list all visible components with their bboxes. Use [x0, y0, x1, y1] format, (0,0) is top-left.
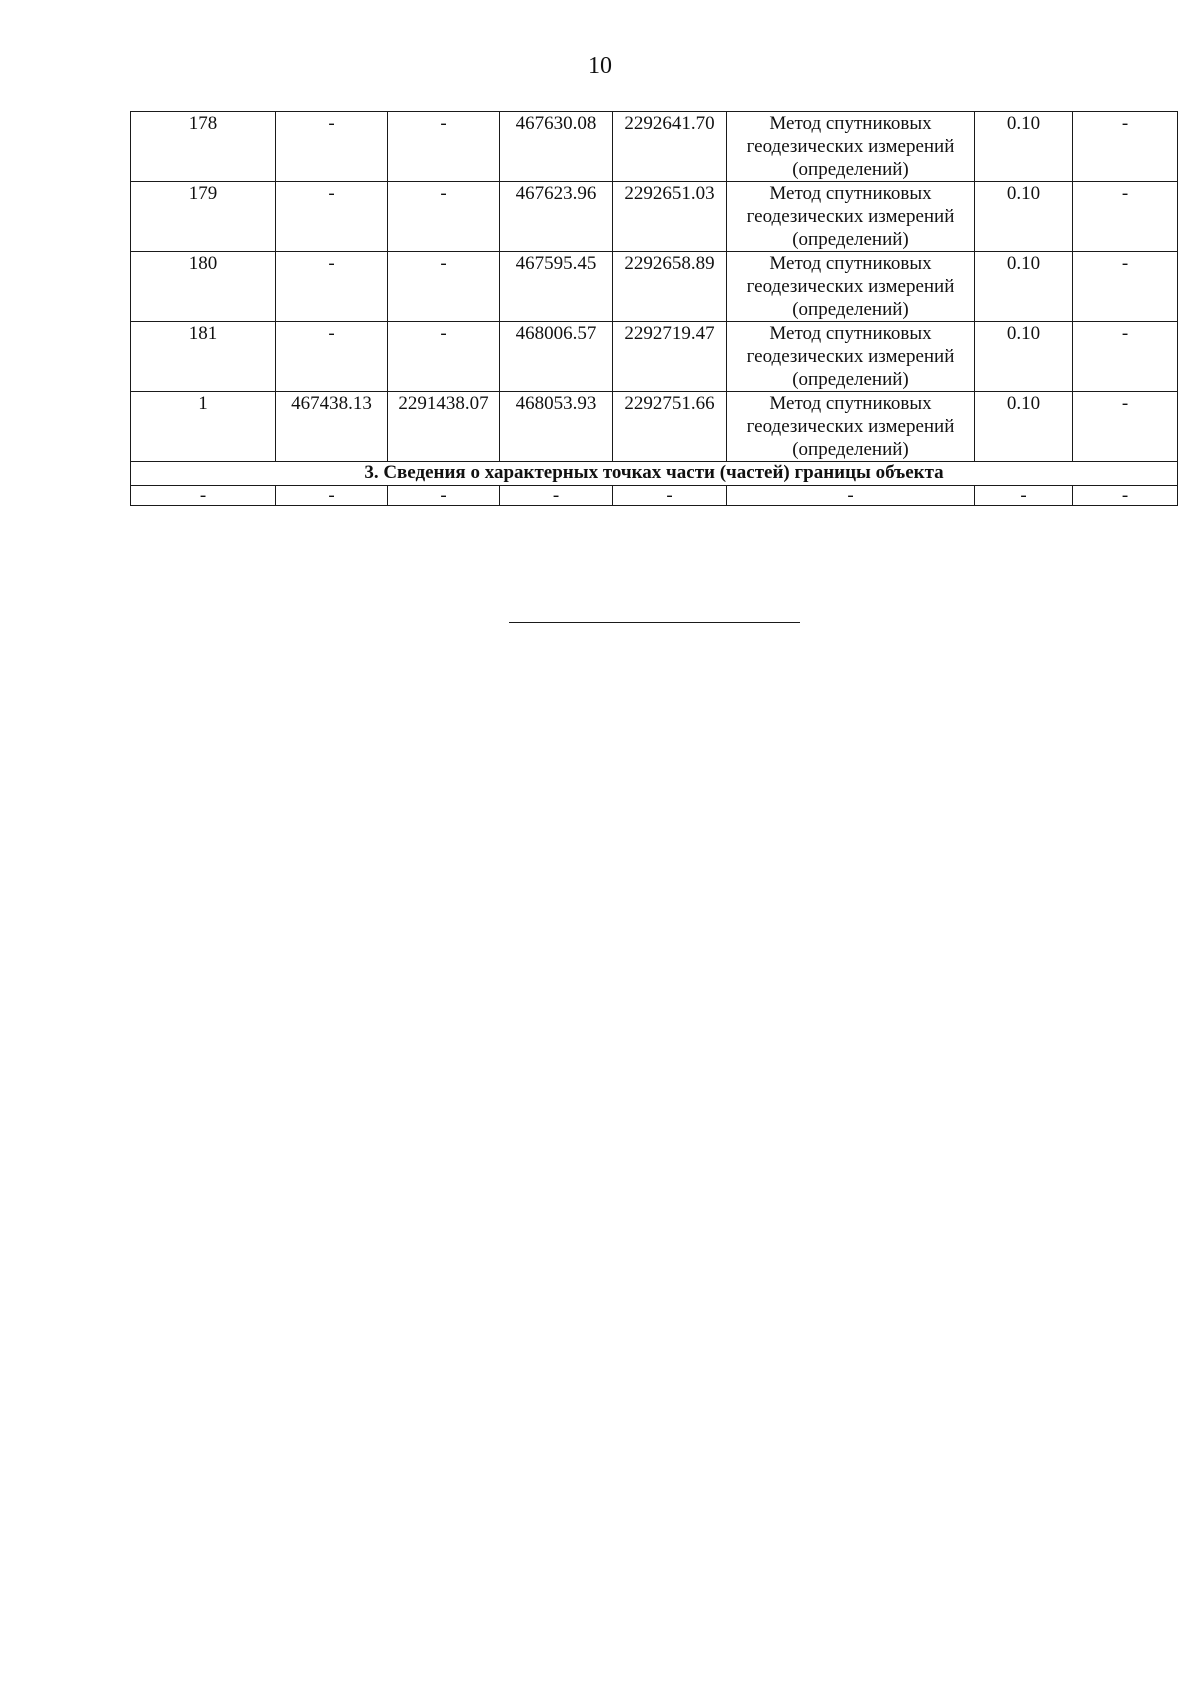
y-existing-cell: -: [388, 252, 500, 322]
y-existing-cell: -: [388, 112, 500, 182]
x-new-cell: 468006.57: [500, 322, 613, 392]
y-new-cell: 2292641.70: [613, 112, 727, 182]
accuracy-cell: 0.10: [975, 392, 1073, 462]
y-new-cell: 2292658.89: [613, 252, 727, 322]
section-title: 3. Сведения о характерных точках части (частей) границы объекта: [131, 462, 1178, 486]
table-row: [131, 252, 1178, 322]
x-new-cell: 468053.93: [500, 392, 613, 462]
method-cell: Метод спутниковых геодезических измерений (определений): [727, 322, 975, 392]
table-row: [131, 322, 1178, 392]
method-cell: Метод спутниковых геодезических измерений (определений): [727, 182, 975, 252]
y-existing-cell: 2291438.07: [388, 392, 500, 462]
empty-cell: -: [388, 486, 500, 506]
x-new-cell: 467595.45: [500, 252, 613, 322]
empty-cell: -: [276, 486, 388, 506]
empty-cell: -: [500, 486, 613, 506]
empty-cell: -: [613, 486, 727, 506]
accuracy-cell: 0.10: [975, 322, 1073, 392]
y-new-cell: 2292751.66: [613, 392, 727, 462]
table-row: [131, 112, 1178, 182]
point-number-cell: 179: [131, 182, 276, 252]
description-cell: -: [1073, 252, 1178, 322]
accuracy-cell: 0.10: [975, 252, 1073, 322]
y-existing-cell: -: [388, 322, 500, 392]
empty-cell: -: [1073, 486, 1178, 506]
description-cell: -: [1073, 112, 1178, 182]
description-cell: -: [1073, 322, 1178, 392]
point-number-cell: 180: [131, 252, 276, 322]
table-body: [131, 112, 1178, 506]
description-cell: -: [1073, 392, 1178, 462]
accuracy-cell: 0.10: [975, 112, 1073, 182]
x-existing-cell: -: [276, 182, 388, 252]
y-new-cell: 2292651.03: [613, 182, 727, 252]
x-existing-cell: -: [276, 252, 388, 322]
method-cell: Метод спутниковых геодезических измерений (определений): [727, 112, 975, 182]
point-number-cell: 181: [131, 322, 276, 392]
x-existing-cell: -: [276, 322, 388, 392]
y-new-cell: 2292719.47: [613, 322, 727, 392]
end-of-document-rule: [509, 622, 800, 623]
boundary-points-table: [130, 111, 1178, 506]
x-existing-cell: -: [276, 112, 388, 182]
table-row: [131, 392, 1178, 462]
point-number-cell: 178: [131, 112, 276, 182]
description-cell: -: [1073, 182, 1178, 252]
x-existing-cell: 467438.13: [276, 392, 388, 462]
empty-cell: -: [727, 486, 975, 506]
empty-cell: -: [131, 486, 276, 506]
empty-cell: -: [975, 486, 1073, 506]
x-new-cell: 467623.96: [500, 182, 613, 252]
point-number-cell: 1: [131, 392, 276, 462]
empty-row: [131, 486, 1178, 506]
y-existing-cell: -: [388, 182, 500, 252]
table-row: [131, 182, 1178, 252]
page-number: 10: [588, 53, 612, 79]
accuracy-cell: 0.10: [975, 182, 1073, 252]
section-header-row: [131, 462, 1178, 486]
method-cell: Метод спутниковых геодезических измерений (определений): [727, 392, 975, 462]
method-cell: Метод спутниковых геодезических измерений (определений): [727, 252, 975, 322]
x-new-cell: 467630.08: [500, 112, 613, 182]
